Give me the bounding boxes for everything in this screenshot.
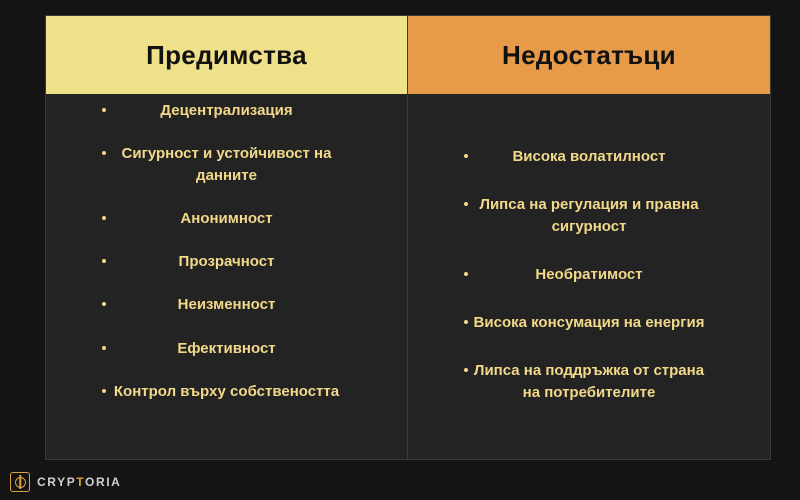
bullet-dot-icon: [464, 368, 468, 372]
brand-logo-text: [37, 475, 121, 489]
bullet-dot-icon: [102, 151, 106, 155]
list-item-label: Децентрализация: [160, 102, 293, 119]
bullet-dot-icon: [102, 389, 106, 393]
list-item: [442, 194, 736, 237]
bullet-dot-icon: [102, 108, 106, 112]
column-header-label: Недостатъци: [502, 39, 676, 70]
list-item-label: Висока консумация на енергия: [473, 314, 705, 332]
list-item: [80, 338, 373, 359]
list-item-label: Прозрачност: [178, 253, 275, 271]
brand-text-part1: CRYP: [37, 475, 77, 489]
bullet-dot-icon: [464, 154, 468, 158]
list-item-label: Сигурност и устойчивост на данните: [121, 145, 332, 184]
list-item: [442, 264, 736, 285]
coin-glyph-icon: [15, 477, 26, 488]
brand-logo: [10, 472, 121, 492]
bullet-dot-icon: [464, 320, 468, 324]
list-item: [80, 381, 373, 402]
table-column-disadvantages: [408, 16, 770, 459]
list-item: [80, 208, 373, 229]
list-item-label: Ефективност: [177, 339, 276, 357]
list-item-label: Висока волатилност: [512, 147, 666, 165]
list-item-label: Необратимост: [535, 265, 643, 283]
column-header-advantages: [46, 16, 407, 94]
table-column-advantages: [46, 16, 408, 459]
list-item: [80, 100, 373, 121]
list-item: [442, 146, 736, 167]
list-item: [442, 312, 736, 333]
list-item: [442, 360, 736, 403]
bullet-dot-icon: [464, 272, 468, 276]
list-item: [80, 294, 373, 315]
list-item-label: Анонимност: [180, 209, 273, 227]
column-body-disadvantages: [408, 94, 770, 459]
list-item-label: Неизменност: [177, 296, 276, 314]
bullet-dot-icon: [102, 216, 106, 220]
bullet-dot-icon: [102, 302, 106, 306]
brand-text-part2: ORIA: [85, 475, 122, 489]
list-item-label: Липса на регулация и правна сигурност: [479, 196, 699, 235]
advantages-list: [80, 100, 373, 402]
cryptoria-coin-icon: [10, 472, 30, 492]
list-item: [80, 251, 373, 272]
list-item-label: Липса на поддръжка от страна на потребителите: [473, 362, 705, 401]
list-item-label: Контрол върху собствеността: [113, 383, 340, 401]
disadvantages-list: [442, 146, 736, 403]
column-header-label: Предимства: [146, 39, 307, 70]
column-body-advantages: [46, 94, 407, 459]
column-header-disadvantages: [408, 16, 770, 94]
bullet-dot-icon: [464, 202, 468, 206]
bullet-dot-icon: [102, 346, 106, 350]
bullet-dot-icon: [102, 259, 106, 263]
brand-text-accent: T: [76, 475, 86, 489]
comparison-table: [45, 15, 771, 460]
list-item: [80, 143, 373, 186]
